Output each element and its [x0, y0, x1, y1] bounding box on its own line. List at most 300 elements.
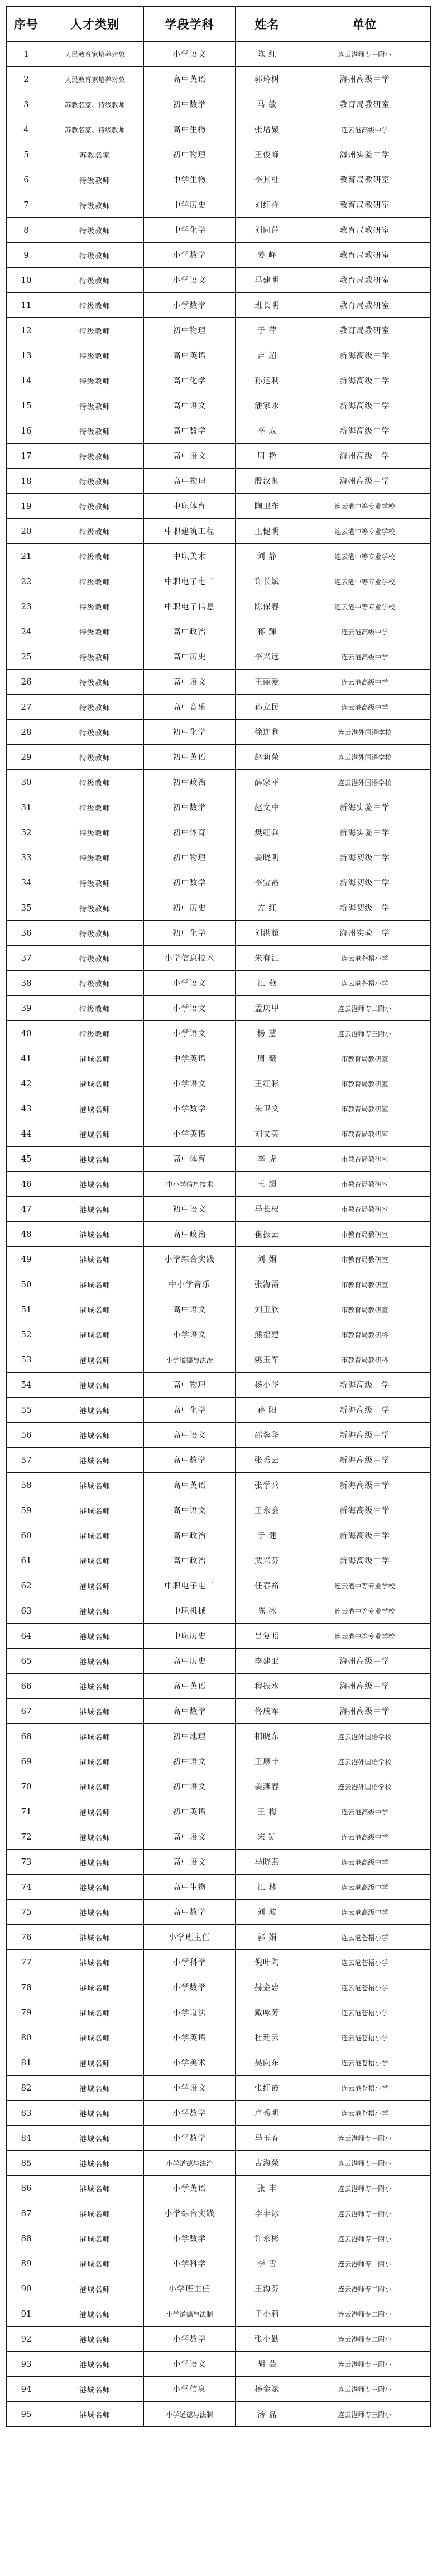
cell-unit: 连云港中等专业学校 [299, 519, 431, 544]
cell-unit: 海州高级中学 [299, 1699, 431, 1724]
table-row [7, 393, 431, 418]
cell-unit: 市教育局教研室 [299, 1247, 431, 1272]
cell-subject: 小学数学 [144, 1975, 236, 2000]
cell-unit: 教育局教研室 [299, 92, 431, 117]
cell-name: 佟成军 [236, 1699, 299, 1724]
table-row [7, 644, 431, 670]
table-row [7, 2101, 431, 2126]
cell-unit: 连云港高级中学 [299, 1824, 431, 1850]
cell-unit: 连云港中等专业学校 [299, 569, 431, 594]
cell-category: 港城名师 [46, 1272, 144, 1297]
table-row [7, 996, 431, 1021]
cell-index: 13 [7, 343, 46, 368]
cell-index: 43 [7, 1096, 46, 1121]
table-row [7, 1674, 431, 1699]
table-row [7, 1347, 431, 1373]
cell-unit: 连云港苍梧小学 [299, 2101, 431, 2126]
cell-subject: 小学综合实践 [144, 1247, 236, 1272]
table-row [7, 1624, 431, 1649]
cell-subject: 高中数学 [144, 418, 236, 444]
cell-unit: 教育局教研室 [299, 167, 431, 192]
cell-index: 89 [7, 2251, 46, 2276]
cell-category: 特级教师 [46, 519, 144, 544]
cell-subject: 中职美术 [144, 544, 236, 569]
cell-category: 特级教师 [46, 167, 144, 192]
cell-name: 倪叶陶 [236, 1950, 299, 1975]
cell-category: 港城名师 [46, 1598, 144, 1624]
cell-category: 特级教师 [46, 670, 144, 695]
table-row [7, 1749, 431, 1774]
cell-category: 港城名师 [46, 1573, 144, 1598]
cell-subject: 小学语文 [144, 268, 236, 293]
table-row [7, 1900, 431, 1925]
cell-unit: 市教育局教研室 [299, 1046, 431, 1071]
header-unit: 单位 [299, 7, 431, 42]
cell-subject: 小学信息 [144, 2377, 236, 2402]
cell-index: 31 [7, 795, 46, 820]
cell-name: 杨小华 [236, 1373, 299, 1398]
cell-subject: 中学历史 [144, 192, 236, 218]
cell-unit: 连云港师专一附小 [299, 2226, 431, 2251]
cell-unit: 连云港师专二附小 [299, 2301, 431, 2327]
cell-index: 49 [7, 1247, 46, 1272]
cell-unit: 连云港外国语学校 [299, 720, 431, 745]
cell-name: 于 健 [236, 1523, 299, 1548]
cell-name: 李 成 [236, 418, 299, 444]
cell-category: 港城名师 [46, 2126, 144, 2151]
cell-unit: 海州高级中学 [299, 469, 431, 494]
cell-unit: 连云港苍梧小学 [299, 971, 431, 996]
cell-unit: 连云港中等专业学校 [299, 494, 431, 519]
cell-unit: 海州实验中学 [299, 142, 431, 167]
cell-category: 特级教师 [46, 343, 144, 368]
cell-category: 港城名师 [46, 2201, 144, 2226]
table-row [7, 1021, 431, 1046]
cell-category: 特级教师 [46, 619, 144, 644]
cell-name: 赫金忠 [236, 1975, 299, 2000]
cell-subject: 小学道德与法治 [144, 1347, 236, 1373]
cell-unit: 新海高级中学 [299, 418, 431, 444]
cell-index: 57 [7, 1448, 46, 1473]
cell-unit: 市教育局教研室 [299, 1071, 431, 1096]
cell-name: 姜燕春 [236, 1774, 299, 1799]
cell-subject: 小学科学 [144, 1950, 236, 1975]
table-row [7, 1824, 431, 1850]
cell-index: 47 [7, 1197, 46, 1222]
cell-category: 港城名师 [46, 1925, 144, 1950]
cell-subject: 小学英语 [144, 2176, 236, 2201]
cell-subject: 高中语文 [144, 1498, 236, 1523]
table-row [7, 2025, 431, 2050]
cell-category: 特级教师 [46, 393, 144, 418]
cell-unit: 新海初级中学 [299, 845, 431, 870]
cell-index: 80 [7, 2025, 46, 2050]
cell-category: 特级教师 [46, 745, 144, 770]
cell-index: 6 [7, 167, 46, 192]
cell-category: 港城名师 [46, 1121, 144, 1147]
cell-category: 特级教师 [46, 418, 144, 444]
cell-index: 92 [7, 2327, 46, 2352]
cell-subject: 小学班主任 [144, 2276, 236, 2301]
cell-unit: 连云港高级中学 [299, 695, 431, 720]
cell-name: 周 艳 [236, 444, 299, 469]
cell-subject: 小学综合实践 [144, 2201, 236, 2226]
cell-subject: 高中政治 [144, 619, 236, 644]
cell-index: 84 [7, 2126, 46, 2151]
cell-category: 港城名师 [46, 2251, 144, 2276]
cell-subject: 中职电子电工 [144, 1573, 236, 1598]
cell-subject: 初中体育 [144, 820, 236, 845]
cell-category: 苏教名家、特级教师 [46, 117, 144, 142]
cell-unit: 新海高级中学 [299, 1448, 431, 1473]
cell-category: 港城名师 [46, 1950, 144, 1975]
cell-category: 港城名师 [46, 1674, 144, 1699]
table-row [7, 293, 431, 318]
cell-subject: 中职建筑工程 [144, 519, 236, 544]
table-row [7, 1297, 431, 1322]
table-row [7, 1272, 431, 1297]
cell-unit: 连云港高级中学 [299, 619, 431, 644]
table-row [7, 494, 431, 519]
cell-name: 王红彩 [236, 1071, 299, 1096]
cell-subject: 高中生物 [144, 117, 236, 142]
cell-index: 72 [7, 1824, 46, 1850]
cell-index: 16 [7, 418, 46, 444]
cell-index: 86 [7, 2176, 46, 2201]
cell-category: 港城名师 [46, 2176, 144, 2201]
cell-subject: 中职体育 [144, 494, 236, 519]
cell-index: 90 [7, 2276, 46, 2301]
cell-name: 相晓东 [236, 1724, 299, 1749]
cell-category: 特级教师 [46, 243, 144, 268]
cell-name: 李 雪 [236, 2251, 299, 2276]
table-row [7, 2327, 431, 2352]
cell-index: 40 [7, 1021, 46, 1046]
cell-name: 张海霞 [236, 1272, 299, 1297]
table-row [7, 2301, 431, 2327]
cell-subject: 高中英语 [144, 1473, 236, 1498]
cell-name: 王俊峰 [236, 142, 299, 167]
table-row [7, 1046, 431, 1071]
table-row [7, 2176, 431, 2201]
cell-category: 港城名师 [46, 1297, 144, 1322]
cell-name: 戴咏芳 [236, 2000, 299, 2025]
cell-unit: 海州高级中学 [299, 1649, 431, 1674]
cell-subject: 小学语文 [144, 2076, 236, 2101]
cell-index: 60 [7, 1523, 46, 1548]
table-row [7, 1222, 431, 1247]
cell-index: 78 [7, 1975, 46, 2000]
table-row [7, 1247, 431, 1272]
cell-name: 汤 磊 [236, 2402, 299, 2427]
cell-subject: 初中数学 [144, 870, 236, 895]
cell-name: 薛家平 [236, 770, 299, 795]
cell-subject: 初中物理 [144, 845, 236, 870]
cell-index: 68 [7, 1724, 46, 1749]
cell-subject: 初中地理 [144, 1724, 236, 1749]
cell-name: 陈 红 [236, 42, 299, 67]
cell-name: 邵蓉华 [236, 1423, 299, 1448]
table-row [7, 745, 431, 770]
cell-category: 港城名师 [46, 2352, 144, 2377]
cell-unit: 连云港师专二附小 [299, 2276, 431, 2301]
cell-category: 特级教师 [46, 870, 144, 895]
cell-subject: 小学英语 [144, 1121, 236, 1147]
cell-index: 36 [7, 921, 46, 946]
cell-name: 陈 冰 [236, 1598, 299, 1624]
cell-index: 77 [7, 1950, 46, 1975]
cell-name: 班长明 [236, 293, 299, 318]
table-row [7, 192, 431, 218]
cell-category: 港城名师 [46, 1046, 144, 1071]
cell-index: 95 [7, 2402, 46, 2427]
cell-category: 特级教师 [46, 695, 144, 720]
cell-unit: 教育局教研室 [299, 293, 431, 318]
cell-subject: 小学数学 [144, 293, 236, 318]
cell-unit: 连云港师专三附小 [299, 2377, 431, 2402]
cell-subject: 小学语文 [144, 42, 236, 67]
cell-index: 3 [7, 92, 46, 117]
cell-unit: 新海实验中学 [299, 820, 431, 845]
cell-unit: 新海实验中学 [299, 795, 431, 820]
table-row [7, 1875, 431, 1900]
cell-index: 63 [7, 1598, 46, 1624]
table-row [7, 268, 431, 293]
cell-category: 港城名师 [46, 2402, 144, 2427]
cell-unit: 连云港苍梧小学 [299, 946, 431, 971]
header-name: 姓名 [236, 7, 299, 42]
cell-category: 港城名师 [46, 2301, 144, 2327]
cell-subject: 小学数学 [144, 2226, 236, 2251]
cell-name: 陈保春 [236, 594, 299, 619]
cell-category: 港城名师 [46, 1875, 144, 1900]
table-row [7, 2050, 431, 2076]
cell-unit: 连云港苍梧小学 [299, 1950, 431, 1975]
cell-index: 1 [7, 42, 46, 67]
cell-name: 张秀云 [236, 1448, 299, 1473]
cell-category: 港城名师 [46, 1147, 144, 1172]
cell-unit: 新海高级中学 [299, 343, 431, 368]
cell-name: 王康丰 [236, 1749, 299, 1774]
cell-unit: 连云港高级中学 [299, 1875, 431, 1900]
cell-category: 特级教师 [46, 469, 144, 494]
cell-name: 李宝霞 [236, 870, 299, 895]
cell-index: 17 [7, 444, 46, 469]
cell-name: 王健明 [236, 519, 299, 544]
cell-unit: 教育局教研室 [299, 318, 431, 343]
table-row [7, 720, 431, 745]
header-row [7, 7, 431, 42]
cell-name: 穆振水 [236, 1674, 299, 1699]
cell-unit: 连云港高级中学 [299, 644, 431, 670]
cell-subject: 小学语文 [144, 1322, 236, 1347]
cell-index: 23 [7, 594, 46, 619]
cell-subject: 小学道德与法制 [144, 2301, 236, 2327]
cell-subject: 高中数学 [144, 1900, 236, 1925]
cell-category: 特级教师 [46, 218, 144, 243]
cell-category: 苏教名家 [46, 142, 144, 167]
cell-category: 港城名师 [46, 1799, 144, 1824]
cell-index: 83 [7, 2101, 46, 2126]
cell-unit: 连云港苍梧小学 [299, 2076, 431, 2101]
cell-subject: 高中政治 [144, 1523, 236, 1548]
cell-name: 杨 慧 [236, 1021, 299, 1046]
cell-category: 港城名师 [46, 1247, 144, 1272]
cell-subject: 初中语文 [144, 1197, 236, 1222]
cell-name: 方 红 [236, 895, 299, 921]
cell-category: 特级教师 [46, 971, 144, 996]
cell-unit: 市教育局教研室 [299, 1147, 431, 1172]
cell-index: 48 [7, 1222, 46, 1247]
cell-category: 港城名师 [46, 2000, 144, 2025]
cell-unit: 连云港中等专业学校 [299, 1573, 431, 1598]
table-row [7, 2076, 431, 2101]
cell-name: 张学兵 [236, 1473, 299, 1498]
cell-index: 20 [7, 519, 46, 544]
cell-name: 王永会 [236, 1498, 299, 1523]
cell-name: 于 萍 [236, 318, 299, 343]
table-row [7, 921, 431, 946]
cell-name: 刘玉欣 [236, 1297, 299, 1322]
cell-category: 特级教师 [46, 192, 144, 218]
cell-index: 67 [7, 1699, 46, 1724]
cell-unit: 新海高级中学 [299, 1373, 431, 1398]
cell-unit: 连云港高级中学 [299, 1900, 431, 1925]
table-row [7, 2151, 431, 2176]
cell-category: 港城名师 [46, 1498, 144, 1523]
cell-unit: 连云港中等专业学校 [299, 544, 431, 569]
cell-subject: 初中英语 [144, 745, 236, 770]
cell-index: 9 [7, 243, 46, 268]
cell-index: 30 [7, 770, 46, 795]
cell-unit: 连云港高级中学 [299, 1850, 431, 1875]
table-row [7, 1398, 431, 1423]
cell-name: 许长斌 [236, 569, 299, 594]
table-body [7, 42, 431, 2427]
cell-subject: 高中物理 [144, 1373, 236, 1398]
cell-name: 陶卫东 [236, 494, 299, 519]
cell-category: 港城名师 [46, 2377, 144, 2402]
cell-unit: 教育局教研室 [299, 192, 431, 218]
cell-unit: 教育局教研室 [299, 218, 431, 243]
cell-subject: 初中历史 [144, 895, 236, 921]
cell-category: 特级教师 [46, 996, 144, 1021]
cell-index: 10 [7, 268, 46, 293]
cell-unit: 连云港师专三附小 [299, 1021, 431, 1046]
cell-name: 刘文英 [236, 1121, 299, 1147]
cell-index: 55 [7, 1398, 46, 1423]
cell-name: 殷汉卿 [236, 469, 299, 494]
table-row [7, 2251, 431, 2276]
cell-subject: 高中历史 [144, 644, 236, 670]
cell-category: 港城名师 [46, 1824, 144, 1850]
cell-unit: 市教育局教研室 [299, 1096, 431, 1121]
cell-name: 姚玉军 [236, 1347, 299, 1373]
cell-category: 港城名师 [46, 1197, 144, 1222]
cell-subject: 高中语文 [144, 1297, 236, 1322]
cell-unit: 连云港师专一附小 [299, 2251, 431, 2276]
cell-unit: 连云港苍梧小学 [299, 1975, 431, 2000]
cell-unit: 连云港中等专业学校 [299, 594, 431, 619]
cell-category: 港城名师 [46, 1774, 144, 1799]
cell-category: 人民教育家培养对象 [46, 42, 144, 67]
cell-unit: 连云港中等专业学校 [299, 1624, 431, 1649]
cell-category: 港城名师 [46, 1900, 144, 1925]
cell-index: 88 [7, 2226, 46, 2251]
cell-category: 港城名师 [46, 2226, 144, 2251]
cell-name: 熊福建 [236, 1322, 299, 1347]
cell-category: 港城名师 [46, 2276, 144, 2301]
cell-index: 73 [7, 1850, 46, 1875]
cell-index: 44 [7, 1121, 46, 1147]
cell-name: 姜晓明 [236, 845, 299, 870]
cell-subject: 小学数学 [144, 2126, 236, 2151]
header-index: 序号 [7, 7, 46, 42]
cell-index: 46 [7, 1172, 46, 1197]
cell-subject: 中职历史 [144, 1624, 236, 1649]
cell-unit: 新海高级中学 [299, 1498, 431, 1523]
table-row [7, 343, 431, 368]
cell-index: 75 [7, 1900, 46, 1925]
cell-category: 港城名师 [46, 1398, 144, 1423]
cell-subject: 高中语文 [144, 1824, 236, 1850]
cell-unit: 连云港苍梧小学 [299, 2025, 431, 2050]
cell-index: 27 [7, 695, 46, 720]
cell-unit: 连云港师专三附小 [299, 2352, 431, 2377]
cell-subject: 初中数学 [144, 795, 236, 820]
table-row [7, 1322, 431, 1347]
cell-index: 93 [7, 2352, 46, 2377]
table-row [7, 418, 431, 444]
table-row [7, 1950, 431, 1975]
cell-name: 李 虎 [236, 1147, 299, 1172]
cell-subject: 小学班主任 [144, 1925, 236, 1950]
cell-index: 32 [7, 820, 46, 845]
table-row [7, 444, 431, 469]
cell-unit: 教育局教研室 [299, 243, 431, 268]
cell-category: 港城名师 [46, 1448, 144, 1473]
table-row [7, 2402, 431, 2427]
cell-name: 蒋 阳 [236, 1398, 299, 1423]
table-row [7, 1071, 431, 1096]
cell-index: 53 [7, 1347, 46, 1373]
cell-index: 15 [7, 393, 46, 418]
cell-unit: 连云港外国语学校 [299, 1774, 431, 1799]
cell-category: 港城名师 [46, 1975, 144, 2000]
cell-index: 59 [7, 1498, 46, 1523]
cell-name: 张小勤 [236, 2327, 299, 2352]
cell-category: 特级教师 [46, 770, 144, 795]
cell-index: 66 [7, 1674, 46, 1699]
cell-index: 65 [7, 1649, 46, 1674]
table-row [7, 1925, 431, 1950]
cell-subject: 高中英语 [144, 1674, 236, 1699]
cell-category: 特级教师 [46, 544, 144, 569]
cell-subject: 初中化学 [144, 921, 236, 946]
cell-category: 港城名师 [46, 2076, 144, 2101]
cell-category: 特级教师 [46, 318, 144, 343]
cell-unit: 连云港外国语学校 [299, 1724, 431, 1749]
cell-index: 38 [7, 971, 46, 996]
cell-name: 宋 凯 [236, 1824, 299, 1850]
cell-unit: 新海高级中学 [299, 1473, 431, 1498]
cell-index: 71 [7, 1799, 46, 1824]
cell-name: 杨金斌 [236, 2377, 299, 2402]
cell-name: 江 燕 [236, 971, 299, 996]
cell-unit: 连云港高级中学 [299, 117, 431, 142]
cell-unit: 市教育局教研室 [299, 1121, 431, 1147]
cell-category: 港城名师 [46, 1649, 144, 1674]
